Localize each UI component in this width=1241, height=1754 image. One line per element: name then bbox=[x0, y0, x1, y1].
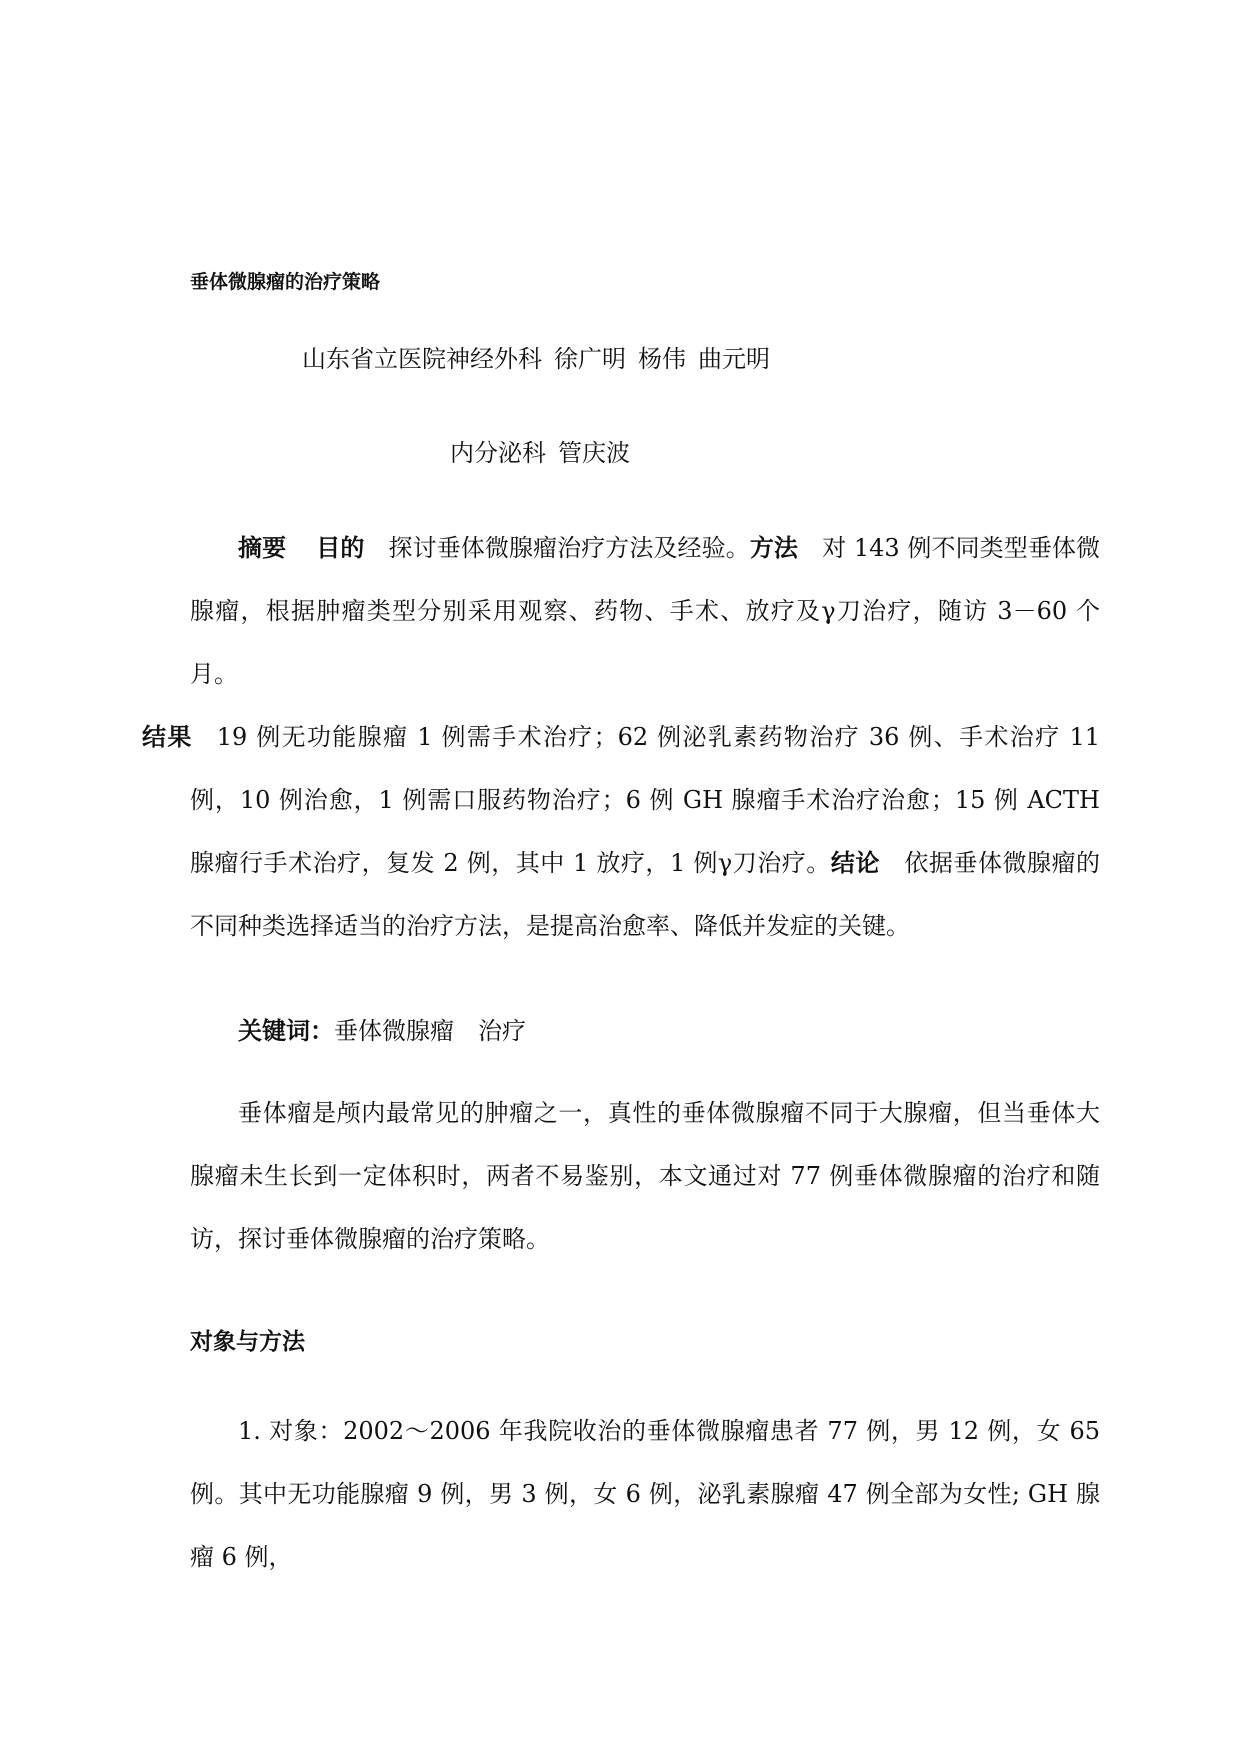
author-name: 曲元明 bbox=[698, 345, 770, 373]
affiliation-neurosurgery: 山东省立医院神经外科 bbox=[302, 345, 542, 373]
section-heading: 对象与方法 bbox=[190, 1329, 305, 1355]
results-label: 结果 bbox=[142, 723, 193, 751]
author-line-2 bbox=[450, 436, 630, 470]
keyword-item: 治疗 bbox=[478, 1017, 526, 1045]
abstract-paragraph bbox=[142, 517, 1101, 958]
results-text: 19 例无功能腺瘤 1 例需手术治疗；62 例泌乳素药物治疗 36 例、手术治疗 11 例，10 例治愈，1 例需口服药物治疗；6 例 GH 腺瘤手术治疗治愈；15 例 ACTH 腺瘤行手术治疗，复发 2 例，其中 1 放疗，1 例γ刀治疗。 bbox=[190, 723, 1101, 877]
methods-label: 方法 bbox=[749, 534, 798, 562]
author-name: 徐广明 bbox=[554, 345, 626, 373]
objective-label: 目的 bbox=[316, 534, 365, 562]
methods-text: 对 143 例不同类型垂体微腺瘤，根据肿瘤类型分别采用观察、药物、手术、放疗及γ刀治疗，随访 3－60 个月。 bbox=[190, 534, 1100, 688]
keyword-item: 垂体微腺瘤 bbox=[334, 1017, 454, 1045]
author-name: 杨伟 bbox=[638, 345, 686, 373]
author-name: 管庆波 bbox=[558, 439, 630, 467]
keywords-line bbox=[190, 1000, 1100, 1063]
abstract-label: 摘要 bbox=[238, 534, 287, 562]
introduction-paragraph: 垂体瘤是颅内最常见的肿瘤之一，真性的垂体微腺瘤不同于大腺瘤，但当垂体大腺瘤未生长到一定体积时，两者不易鉴别，本文通过对 77 例垂体微腺瘤的治疗和随访，探讨垂体微腺瘤的治疗策略。 bbox=[190, 1099, 1100, 1253]
affiliation-endocrinology: 内分泌科 bbox=[450, 439, 546, 467]
keywords-label: 关键词： bbox=[238, 1017, 334, 1045]
conclusion-label: 结论 bbox=[830, 849, 880, 877]
author-line-1 bbox=[302, 342, 770, 376]
conclusion-text: 依据垂体微腺瘤的不同种类选择适当的治疗方法，是提高治愈率、降低并发症的关键。 bbox=[190, 849, 1101, 940]
objective-text: 探讨垂体微腺瘤治疗方法及经验。 bbox=[388, 534, 750, 562]
objects-paragraph: 1. 对象：2002～2006 年我院收治的垂体微腺瘤患者 77 例，男 12 例，女 65 例。其中无功能腺瘤 9 例，男 3 例，女 6 例，泌乳素腺瘤 47 例全部为女性; GH 腺瘤 6 例， bbox=[190, 1417, 1100, 1571]
paper-title: 垂体微腺瘤的治疗策略 bbox=[190, 271, 381, 293]
